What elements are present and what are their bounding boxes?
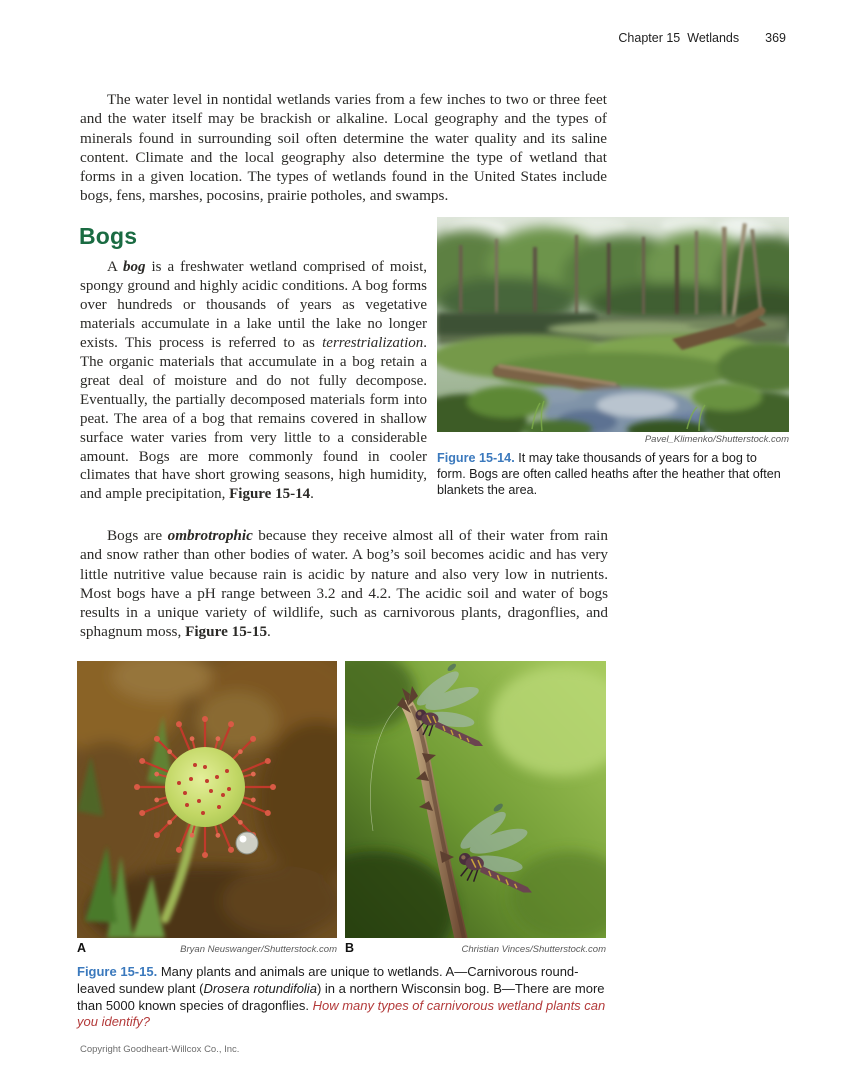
photo-b-letter: B: [345, 941, 355, 955]
dragonflies-illustration: [345, 661, 606, 938]
ombrotrophic-paragraph: Bogs are ombrotrophic because they receive almost all of their water from rain and snow rather than other bodies of water. A bog’s soil becomes acidic and has very little nutritive value because rain is acidic by nature and also very low in nutrients. Most bogs have a pH range between 3.2 and 4.2. The acidic soil and water of bogs results in a unique variety of wildlife, such as carnivorous plants, dragonflies, and sphagnum moss, Figure 15-15.: [80, 527, 608, 641]
photo-credit-a: Bryan Neuswanger/Shutterstock.com: [180, 944, 337, 955]
sundew-photo: [77, 661, 337, 938]
running-head: [618, 31, 786, 45]
photo-credit-fig14: Pavel_Klimenko/Shutterstock.com: [644, 434, 789, 445]
photo-a-letter: A: [77, 941, 87, 955]
figure-label-14: Figure 15-14.: [437, 451, 515, 465]
bogs-paragraph: A bog is a freshwater wetland comprised of moist, spongy ground and highly acidic conditions. A bog forms over hundreds or thousands of years as vegetative materials accumulate in a lake until the lake no longer exists. This process is referred to as terrestrialization. The organic materials that accumulate in a bog retain a great deal of moisture and do not fully decompose. Eventually, the partially decomposed materials form into peat. The area of a bog that remains covered in shallow surface water varies from very little to a considerable amount. Bogs are more commonly found in cooler climates that have short growing seasons, high humidity, and ample precipitation, Figure 15-14.: [80, 259, 427, 503]
caption-fig15: [77, 964, 606, 1031]
photo-credit-b: Christian Vinces/Shutterstock.com: [461, 944, 606, 955]
chapter-label: Chapter 15: [618, 31, 681, 45]
section-label: Wetlands: [687, 31, 740, 45]
figure-15-15: [77, 661, 606, 1031]
photo-a-labels: [77, 941, 337, 955]
photo-labels-row: [77, 941, 606, 955]
sundew-illustration: [77, 661, 337, 938]
intro-paragraph: The water level in nontidal wetlands varies from a few inches to two or three feet and the water itself may be brackish or alkaline. Local geography and the types of minerals found in surrounding soil often determine the water quality and its saline content. Climate and the local geography also determine the type of wetland that forms in a given location. The types of wetlands found in the United States include bogs, fens, marshes, pocosins, prairie potholes, and swamps.: [80, 91, 607, 205]
figure-15-14: [437, 217, 789, 499]
bog-pond-photo: [437, 217, 789, 432]
bogs-heading: Bogs: [79, 223, 138, 250]
dragonflies-photo: [345, 661, 606, 938]
figure-label-15: Figure 15-15.: [77, 964, 158, 979]
caption-fig14: [437, 450, 789, 499]
page-number: 369: [765, 31, 786, 45]
copyright-line: Copyright Goodheart-Willcox Co., Inc.: [80, 1044, 240, 1055]
bog-pond-illustration: [437, 217, 789, 432]
caption-text-fig15: Many plants and animals are unique to wetlands. A—Carnivorous round-leaved sundew plant (Drosera rotundifolia) in a northern Wisconsin bog. B—There are more than 5000 known species of dragonflies. How many types of carnivorous wetland plants can you identify?: [77, 964, 606, 1030]
caption-text-fig14: It may take thousands of years for a bog to form. Bogs are often called heaths after the heather that often blankets the area.: [437, 451, 781, 498]
photo-b-labels: [345, 941, 606, 955]
photo-row: [77, 661, 606, 938]
